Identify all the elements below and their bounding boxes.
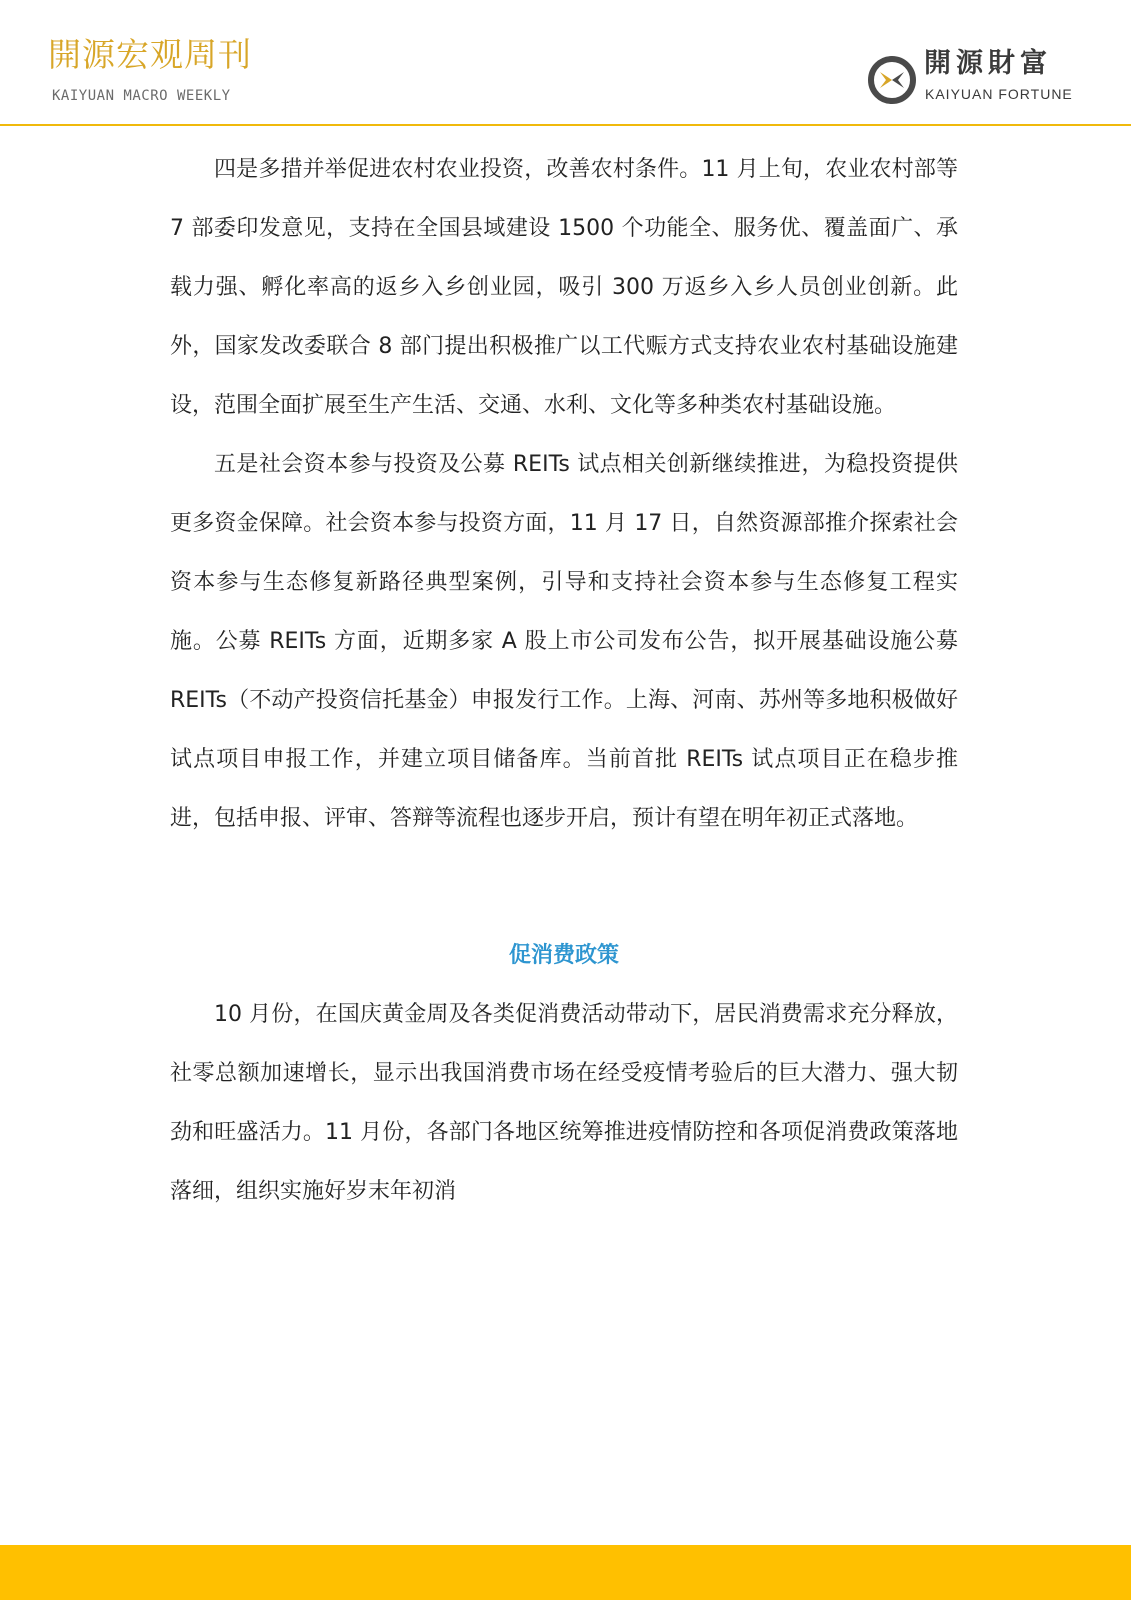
- paragraph-social-capital-reits: 五是社会资本参与投资及公募 REITs 试点相关创新继续推进，为稳投资提供更多资金保障。社会资本参与投资方面，11 月 17 日，自然资源部推介探索社会资本参与生态修复新路径典型案例，引导和支持社会资本参与生态修复工程实施。公募 REITs 方面，近期多家 A 股上市公司发布公告，拟开展基础设施公募 REITs（不动产投资信托基金）申报发行工作。上海、河南、苏州等多地积极做好试点项目申报工作，并建立项目储备库。当前首批 REITs 试点项目正在稳步推进，包括申报、评审、答辩等流程也逐步开启，预计有望在明年初正式落地。: [170, 452, 958, 831]
- kaiyuan-logo-icon: [866, 54, 918, 106]
- paragraph-rural-investment: 四是多措并举促进农村农业投资，改善农村条件。11 月上旬，农业农村部等 7 部委印发意见，支持在全国县域建设 1500 个功能全、服务优、覆盖面广、承载力强、孵化率高的返乡入乡创业园，吸引 300 万返乡入乡人员创业创新。此外，国家发改委联合 8 部门提出积极推广以工代赈方式支持农业农村基础设施建设，范围全面扩展至生产生活、交通、水利、文化等多种类农村基础设施。: [170, 157, 958, 418]
- header-divider: [0, 124, 1131, 126]
- header-subtitle: KAIYUAN MACRO WEEKLY: [52, 88, 231, 104]
- article-body: [170, 140, 958, 1221]
- footer-bar: [0, 1545, 1131, 1600]
- header-title: 開源宏观周刊: [48, 35, 252, 74]
- section-heading-consumption: 促消费政策: [508, 943, 619, 968]
- logo-english-name: KAIYUAN FORTUNE: [925, 86, 1073, 102]
- paragraph-consumption: 10 月份，在国庆黄金周及各类促消费活动带动下，居民消费需求充分释放，社零总额加速增长，显示出我国消费市场在经受疫情考验后的巨大潜力、强大韧劲和旺盛活力。11 月份，各部门各地区统筹推进疫情防控和各项促消费政策落地落细，组织实施好岁末年初消: [170, 1002, 958, 1204]
- logo-chinese-name: 開源財富: [924, 48, 1052, 79]
